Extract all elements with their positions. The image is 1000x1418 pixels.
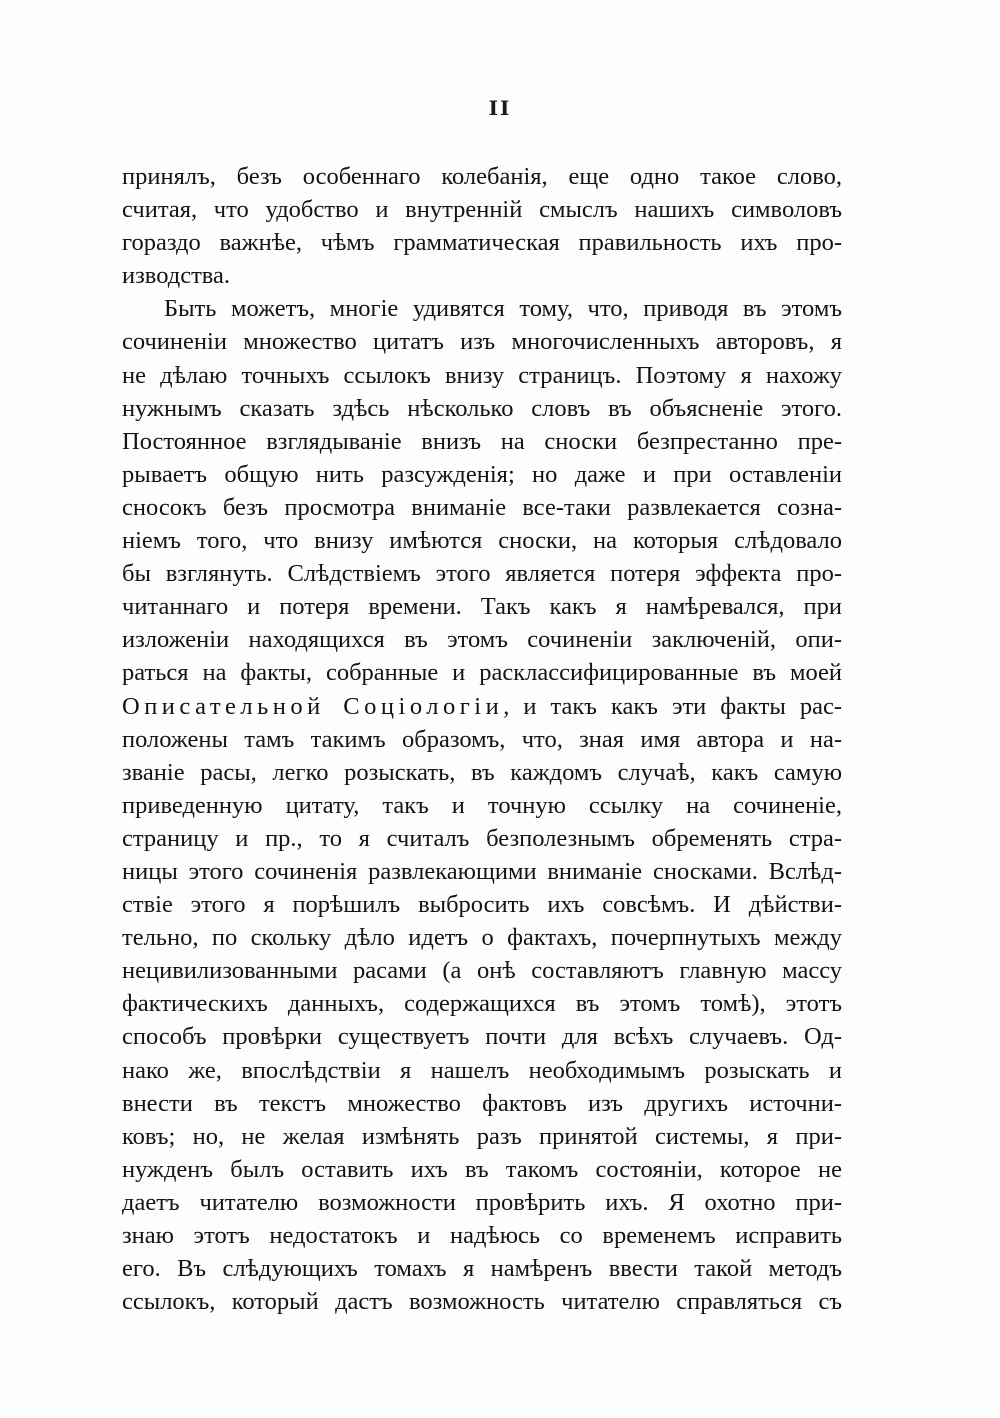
body-text	[122, 160, 842, 1318]
text-line: страницу и пр., то я считалъ безполезнымъ обременять стра-	[122, 824, 842, 852]
text-line: не дѣлаю точныхъ ссылокъ внизу страницъ. Поэтому я нахожу	[122, 361, 842, 389]
text-line: ковъ; но, не желая измѣнять разъ принятой системы, я при-	[122, 1122, 842, 1150]
text-line: фактическихъ данныхъ, содержащихся въ этомъ томѣ), этотъ	[122, 990, 842, 1018]
text-line: нако же, впослѣдствіи я нашелъ необходимымъ розыскать и	[122, 1056, 842, 1084]
text-line: знаю этотъ недостатокъ и надѣюсь со временемъ исправить	[122, 1222, 842, 1249]
text-line: бы взглянуть. Слѣдствіемъ этого является потеря эффекта про-	[122, 560, 842, 588]
text-line: его. Въ слѣдующихъ томахъ я намѣренъ ввести такой методъ	[122, 1255, 842, 1283]
text-line: даетъ читателю возможности провѣрить ихъ. Я охотно при-	[122, 1188, 842, 1216]
text-line: приведенную цитату, такъ и точную ссылку на сочиненіе,	[122, 791, 842, 819]
text-line: гораздо важнѣе, чѣмъ грамматическая правильность ихъ про-	[122, 229, 842, 257]
text-line: положены тамъ такимъ образомъ, что, зная имя автора и на-	[122, 725, 842, 753]
text-line: нужнымъ сказать здѣсь нѣсколько словъ въ объясненіе этого.	[122, 394, 842, 422]
text-line: ніемъ того, что внизу имѣются сноски, на которыя слѣдовало	[122, 527, 842, 555]
text-line: тельно, по скольку дѣло идетъ о фактахъ, почерпнутыхъ между	[122, 924, 842, 952]
page-number: II	[488, 96, 512, 120]
text-line: ссылокъ, который дастъ возможность читателю справляться съ	[122, 1288, 842, 1316]
title-line-tail: , и такъ какъ эти факты рас-	[503, 692, 842, 720]
text-line: читаннаго и потеря времени. Такъ какъ я намѣревался, при	[122, 593, 842, 621]
text-line: внести въ текстъ множество фактовъ изъ другихъ источни-	[122, 1089, 842, 1117]
text-line-with-title	[122, 690, 842, 723]
paragraph-1	[122, 160, 842, 292]
text-line: сносокъ безъ просмотра вниманіе все-таки развлекается созна-	[122, 493, 842, 521]
text-line: способъ провѣрки существуетъ почти для всѣхъ случаевъ. Од-	[122, 1023, 842, 1051]
text-line: Постоянное взглядываніе внизъ на сноски безпрестанно пре-	[122, 427, 842, 455]
text-line: сочиненіи множество цитатъ изъ многочисленныхъ авторовъ, я	[122, 328, 842, 356]
text-line: Быть можетъ, многіе удивятся тому, что, приводя въ этомъ	[164, 295, 842, 323]
text-line: ницы этого сочиненія развлекающими вниманіе сносками. Вслѣд-	[122, 857, 842, 885]
text-line: нужденъ былъ оставить ихъ въ такомъ состояніи, которое не	[122, 1155, 842, 1183]
text-line: принялъ, безъ особеннаго колебанія, еще одно такое слово,	[122, 163, 842, 190]
text-line: раться на факты, собранные и расклассифицированные въ моей	[122, 659, 842, 687]
paragraph-2	[122, 292, 842, 1318]
book-title: Описательной Соціологіи	[122, 692, 504, 720]
text-line: нецивилизованными расами (а онѣ составляютъ главную массу	[122, 957, 842, 985]
text-line: считая, что удобство и внутренній смыслъ нашихъ символовъ	[122, 196, 842, 224]
text-line: изводства.	[122, 262, 231, 290]
text-line: ствіе этого я порѣшилъ выбросить ихъ совсѣмъ. И дѣйстви-	[122, 891, 842, 919]
text-line: рываетъ общую нить разсужденія; но даже и при оставленіи	[122, 460, 842, 488]
text-line: званіе расы, легко розыскать, въ каждомъ случаѣ, какъ самую	[122, 758, 842, 786]
text-line: изложеніи находящихся въ этомъ сочиненіи заключеній, опи-	[122, 626, 842, 654]
